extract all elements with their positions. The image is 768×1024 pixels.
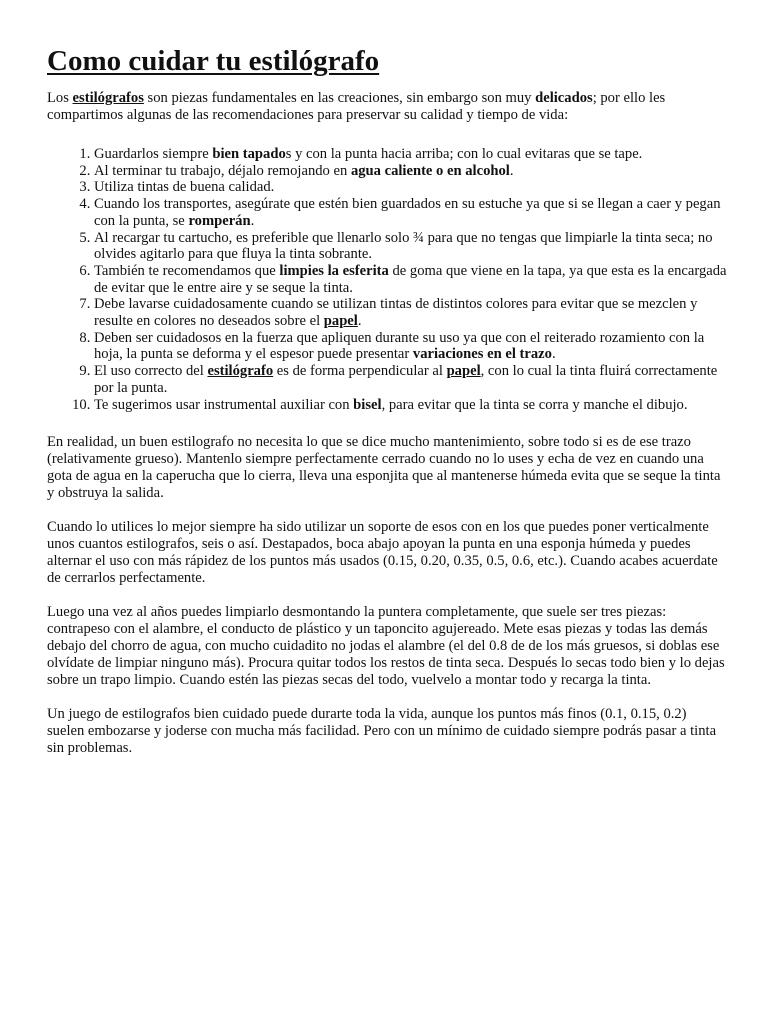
body-paragraph-cleaning: Luego una vez al años puedes limpiarlo desmontando la puntera completamente, que suele ser tres piezas: contrapeso con el alambre, el conducto de plástico y un taponcito agujereado. Mete esas piezas y todas las demás debajo del chorro de agua, con mucho cuidadito no jodas el alambre (el del 0.8 de de los más gruesos, si doblas ese olvídate de limpiar ninguno más). Procura quitar todos los restos de tinta seca. Después lo secas todo bien y lo dejas sobre un trapo limpio. Cuando estén las piezas secas del todo, vuelvelo a montar todo y recarga la tinta. — [47, 604, 725, 689]
intro-bold-delicados: delicados — [535, 90, 593, 106]
body-paragraph-maintenance: En realidad, un buen estilografo no necesita lo que se dice mucho mantenimiento, sobre todo si es de ese trazo (relativamente grueso). Mantenlo siempre perfectamente cerrado cuando no lo uses y echa de vez en cuando una gota de agua en la caperucha que lo cierra, lleva una esponjita que al mantenerse húmeda evita que se seque la tinta y obstruya la salida. — [47, 434, 721, 502]
list-item — [94, 163, 727, 180]
item-text: Al recargar tu cartucho, es preferible que llenarlo solo ¾ para que no tengas que limpiarle la tinta seca; no olvides agitarlo para que fluya la tinta sobrante. — [94, 229, 713, 263]
list-item — [94, 230, 727, 263]
item-text: es de forma perpendicular al — [273, 363, 447, 380]
item-text: Al terminar tu trabajo, déjalo remojando en — [94, 162, 351, 179]
list-item — [94, 397, 727, 414]
item-bold: romperán — [188, 212, 251, 229]
intro-bold-estilografos: estilógrafos — [72, 90, 144, 106]
item-bold: limpies la esferita — [279, 262, 389, 279]
list-item — [94, 146, 727, 163]
item-text: de goma que viene en la tapa, ya que esta es la encargada de evitar que le entre aire y se seque la tinta. — [94, 262, 727, 296]
body-paragraph-usage: Cuando lo utilices lo mejor siempre ha sido utilizar un soporte de esos con en los que puedes poner verticalmente unos cuantos estilografos, seis o así. Destapados, boca abajo apoyan la punta en una esponja húmeda y puedes alternar el uso con más rápidez de los puntos más usados (0.15, 0.20, 0.35, 0.5, 0.6, etc.). Cuando acabes acuerdate de cerrarlos perfectamente. — [47, 519, 718, 587]
intro-text-2: son piezas fundamentales en las creaciones, sin embargo son muy — [143, 90, 536, 106]
item-text: . — [509, 162, 514, 179]
list-item — [94, 363, 727, 396]
item-text: También te recomendamos que — [94, 262, 280, 279]
item-bold: agua caliente o en alcohol — [350, 162, 510, 179]
item-bold-underlined: papel — [323, 313, 358, 330]
list-item — [94, 296, 727, 329]
item-text: El uso correcto del — [94, 363, 208, 380]
item-text: Cuando los transportes, asegúrate que estén bien guardados en su estuche ya que si se llegan a caer y pegan con la punta, se — [94, 196, 721, 229]
list-item — [94, 196, 727, 229]
list-item — [94, 263, 727, 296]
list-item — [94, 330, 727, 363]
item-bold-underlined: estilógrafo — [207, 363, 274, 380]
document-page — [47, 44, 727, 774]
intro-text-1: Los — [47, 90, 73, 106]
item-bold: bisel — [353, 396, 382, 413]
intro-text-3: ; por ello les compartimos algunas de las recomendaciones para preservar su calidad y tiempo de vida: — [47, 90, 666, 123]
page-title: Como cuidar tu estilógrafo — [47, 45, 380, 77]
item-text: . — [250, 212, 255, 229]
list-item — [94, 179, 727, 196]
body-paragraph-conclusion: Un juego de estilografos bien cuidado puede durarte toda la vida, aunque los puntos más finos (0.1, 0.15, 0.2) suelen embozarse y joderse con mucha más facilidad. Pero con un mínimo de cuidado siempre podrás pasar a tinta sin problemas. — [47, 706, 717, 757]
recommendations-list — [47, 146, 727, 413]
item-text: Debe lavarse cuidadosamente cuando se utilizan tintas de distintos colores para evitar que se mezclen y resulte en colores no deseados sobre el — [94, 296, 698, 330]
item-text: . — [357, 313, 362, 330]
item-text: Deben ser cuidadosos en la fuerza que apliquen durante su uso ya que con el reiterado rozamiento con la hoja, la punta se deforma y el espesor puede presentar — [94, 329, 705, 363]
item-bold: bien tapado — [212, 146, 286, 162]
item-text: , con lo cual la tinta fluirá correctamente por la punta. — [94, 363, 718, 396]
item-text: , para evitar que la tinta se corra y manche el dibujo. — [381, 396, 688, 413]
item-text: Utiliza tintas de buena calidad. — [94, 179, 275, 196]
item-text: Guardarlos siempre — [94, 146, 213, 162]
intro-paragraph — [47, 90, 727, 124]
item-text: s y con la punta hacia arriba; con lo cual evitaras que se tape. — [285, 146, 643, 162]
item-bold-underlined: papel — [446, 363, 481, 380]
item-text: Te sugerimos usar instrumental auxiliar con — [94, 396, 354, 413]
item-text: . — [551, 346, 556, 363]
item-bold: variaciones en el trazo — [412, 346, 552, 363]
